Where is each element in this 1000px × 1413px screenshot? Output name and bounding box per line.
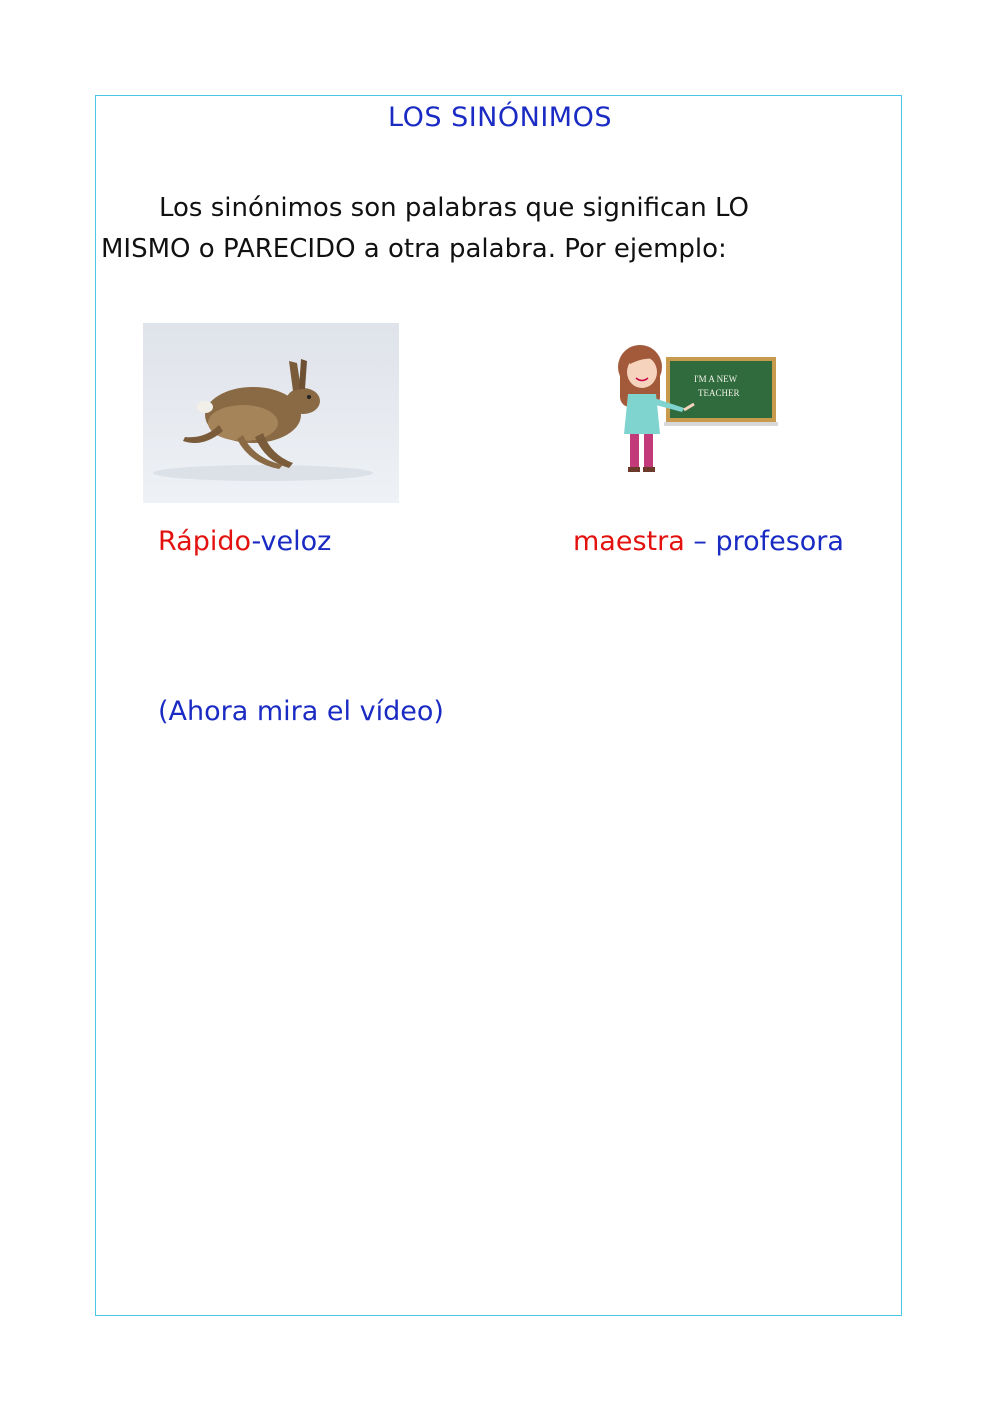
intro-line-1: Los sinónimos son palabras que significan LO xyxy=(159,193,749,223)
board-text-2: TEACHER xyxy=(698,388,740,398)
synonym-word-rapido: Rápido xyxy=(158,526,252,557)
synonym-word-maestra: maestra xyxy=(573,526,685,557)
synonym-word-veloz: veloz xyxy=(260,526,332,557)
teacher-illustration xyxy=(606,312,786,497)
hare-photo xyxy=(143,323,399,503)
page-title: LOS SINÓNIMOS xyxy=(388,102,612,133)
intro-paragraph xyxy=(101,188,821,270)
synonym-pair-1 xyxy=(158,526,331,557)
intro-line-2: MISMO o PARECIDO a otra palabra. Por ejemplo: xyxy=(101,234,727,264)
synonym-pair-2 xyxy=(573,526,844,557)
video-note: (Ahora mira el vídeo) xyxy=(158,696,444,727)
synonym-separator: - xyxy=(251,526,261,557)
synonym-word-profesora: profesora xyxy=(715,526,844,557)
synonym-separator: – xyxy=(684,526,716,557)
board-text-1: I'M A NEW xyxy=(694,374,738,384)
